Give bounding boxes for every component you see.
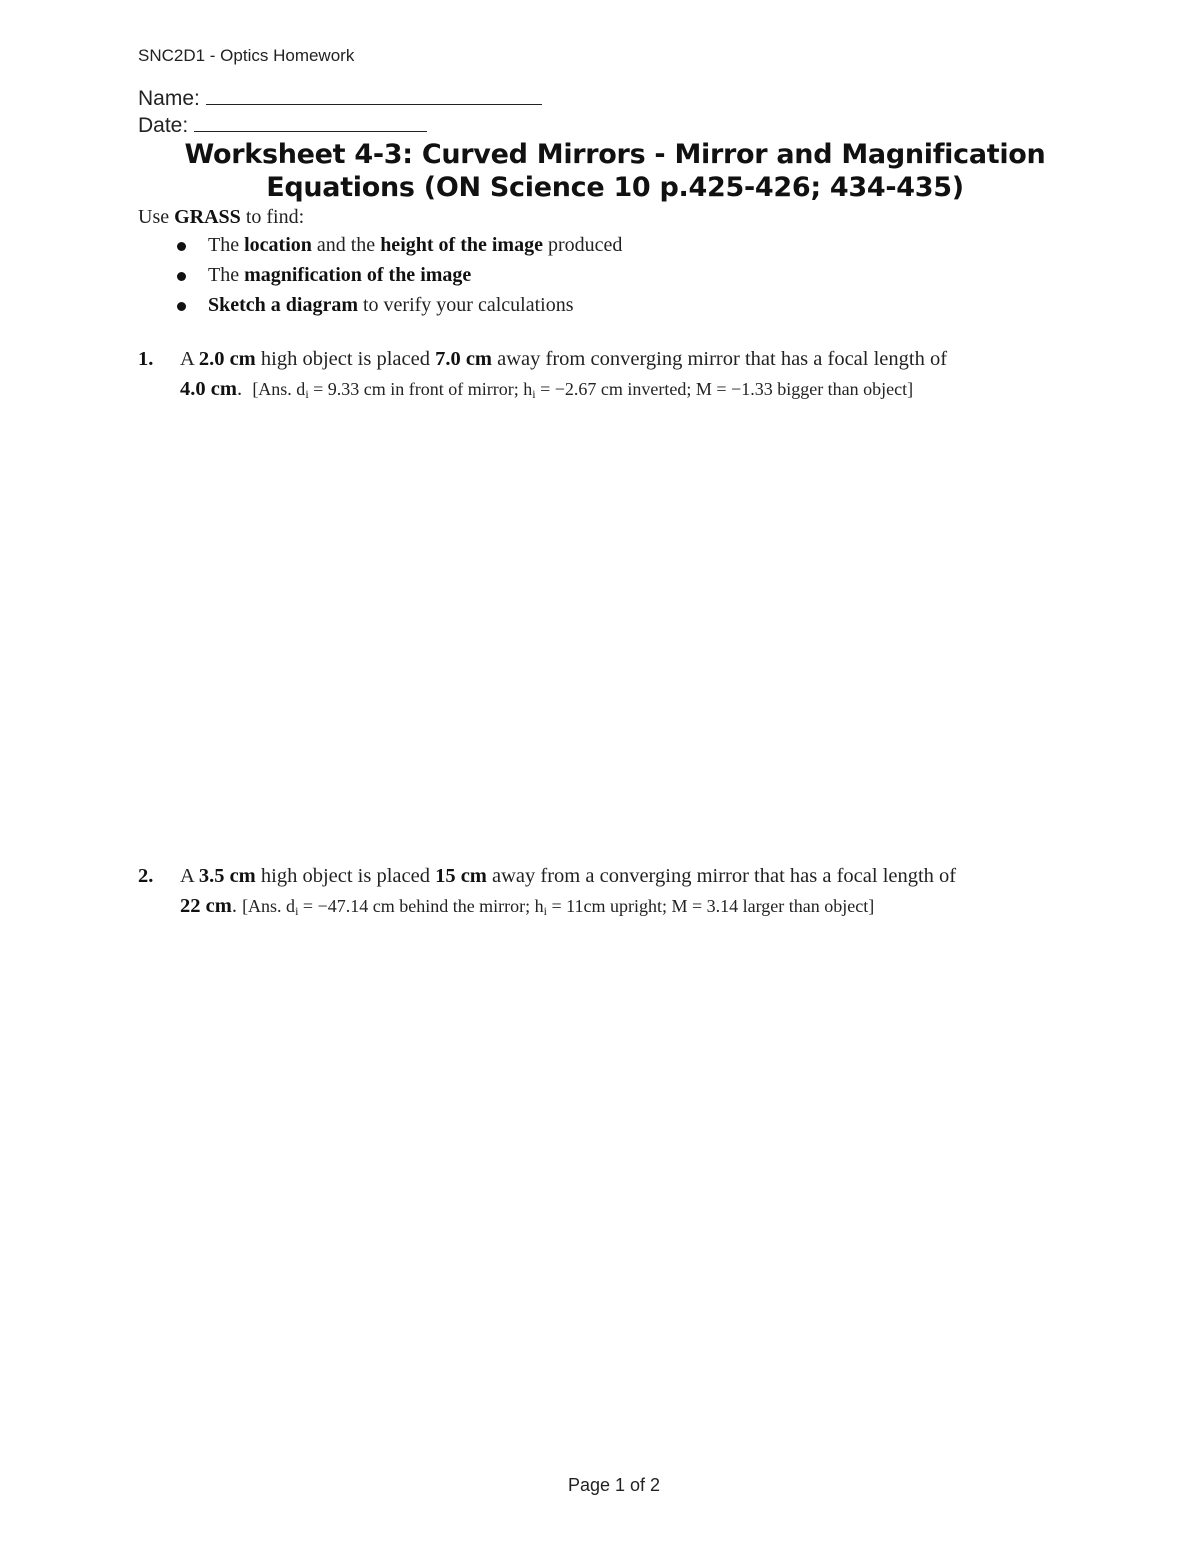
bullet-icon <box>177 242 186 251</box>
date-field <box>138 113 427 138</box>
question-number: 1. <box>138 348 154 370</box>
bullet-icon <box>177 302 186 311</box>
question-text-line-1: A 3.5 cm high object is placed 15 cm away from a converging mirror that has a focal length of <box>180 865 957 887</box>
question-number: 2. <box>138 865 154 887</box>
question-text-line-2: 22 cm. [Ans. $d_i = -47.14$ cm behind the mirror; $h_i = 11cm$ upright; M = 3.14 larger than object] <box>180 895 875 918</box>
date-label: Date: <box>138 114 189 137</box>
list-item: Sketch a diagram to verify your calculations <box>208 294 574 317</box>
answer-key: [Ans. $d_i = 9.33$ cm in front of mirror; $h_i = -2.67$ cm inverted; M = −1.33 bigger than object] <box>252 379 914 401</box>
title-line-1: Worksheet 4-3: Curved Mirrors - Mirror and Magnification <box>184 139 1046 170</box>
name-label: Name: <box>138 87 200 110</box>
instructions-intro: Use GRASS to find: <box>138 206 305 228</box>
bullet-icon <box>177 272 186 281</box>
name-field <box>138 86 542 111</box>
name-blank-line <box>206 86 542 105</box>
list-item: The location and the height of the image produced <box>208 234 622 257</box>
title-line-2: Equations (ON Science 10 p.425-426; 434-435) <box>266 172 964 203</box>
date-blank-line <box>194 113 427 132</box>
document-header: SNC2D1 - Optics Homework <box>138 46 355 65</box>
worksheet-title <box>140 138 1090 204</box>
list-item: The magnification of the image <box>208 264 471 287</box>
answer-key: [Ans. $d_i = -47.14$ cm behind the mirror; $h_i = 11cm$ upright; M = 3.14 larger than object] <box>242 896 875 918</box>
question-text-line-2: 4.0 cm. [Ans. $d_i = 9.33$ cm in front of mirror; $h_i = -2.67$ cm inverted; M = −1.33 bigger than object] <box>180 378 914 401</box>
question-text-line-1: A 2.0 cm high object is placed 7.0 cm away from converging mirror that has a focal length of <box>180 348 948 370</box>
page-number: Page 1 of 2 <box>567 1475 661 1495</box>
